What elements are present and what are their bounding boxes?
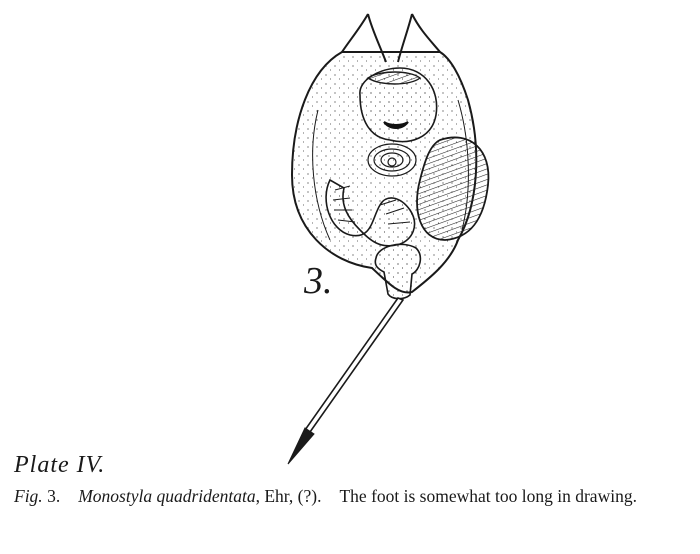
toe-claw bbox=[288, 428, 314, 464]
caption-note: The foot is somewhat too long in drawing. bbox=[339, 486, 637, 506]
figure-caption bbox=[14, 484, 690, 508]
caption-fig-label: Fig. bbox=[14, 486, 43, 506]
foot-toe bbox=[305, 298, 403, 432]
caption-authority: , Ehr, (?). bbox=[255, 486, 322, 506]
caption-species: Monostyla quadridentata bbox=[78, 486, 256, 506]
mastax-top bbox=[368, 72, 420, 84]
figure-number: 3. bbox=[304, 260, 333, 302]
caption-fig-num: 3. bbox=[47, 486, 61, 506]
plate-title: Plate IV. bbox=[14, 452, 106, 478]
